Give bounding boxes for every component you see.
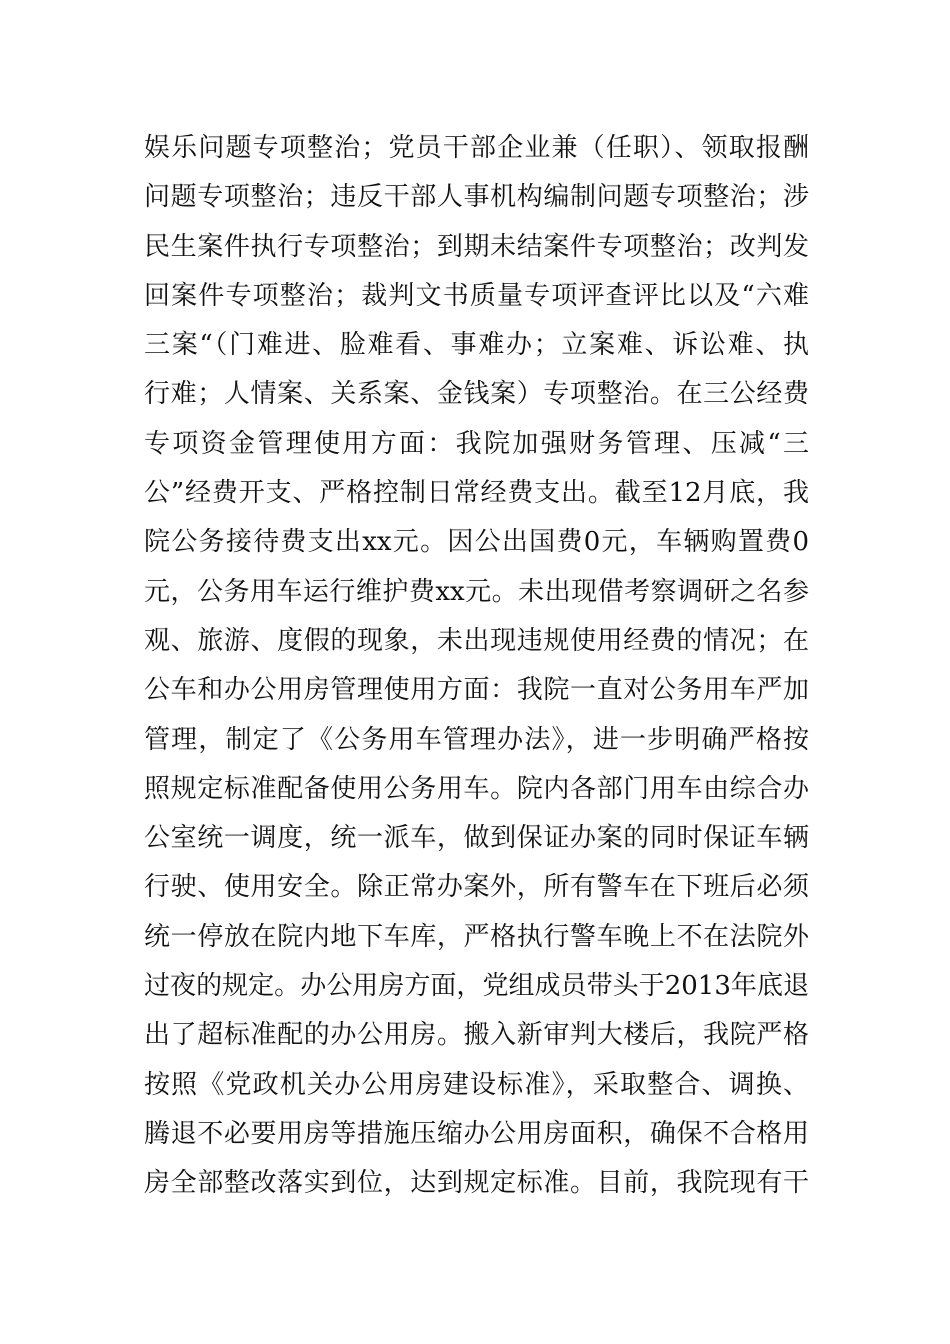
- text-line-16: 行驶、使用安全。除正常办案外，所有警车在下班后必须: [144, 872, 809, 903]
- text-line-20: 按照《党政机关办公用房建设标准》，采取整合、调换、: [144, 1069, 809, 1100]
- text-line-6: 行难；人情案、关系案、金钱案）专项整治。在三公经费: [144, 379, 809, 410]
- text-line-14: 照规定标准配备使用公务用车。院内各部门用车由综合办: [144, 773, 809, 804]
- text-line-1: 娱乐问题专项整治；党员干部企业兼（任职）、领取报酬: [144, 133, 809, 163]
- text-line-10: 元，公务用车运行维护费xx元。未出现借考察调研之名参: [144, 576, 809, 607]
- text-line-2: 问题专项整治；违反干部人事机构编制问题专项整治；涉: [144, 182, 809, 213]
- text-line-5: 三案“（门难进、脸难看、事难办；立案难、诉讼难、执: [144, 330, 809, 361]
- text-line-21: 腾退不必要用房等措施压缩办公用房面积，确保不合格用: [144, 1118, 809, 1149]
- text-line-17: 统一停放在院内地下车库，严格执行警车晚上不在法院外: [144, 921, 809, 952]
- text-line-18: 过夜的规定。办公用房方面，党组成员带头于2013年底退: [144, 971, 809, 1002]
- text-line-12: 公车和办公用房管理使用方面：我院一直对公务用车严加: [144, 675, 809, 706]
- text-line-19: 出了超标准配的办公用房。搬入新审判大楼后，我院严格: [144, 1020, 809, 1051]
- text-line-22: 房全部整改落实到位，达到规定标准。目前，我院现有干: [144, 1168, 809, 1199]
- body-text: [144, 124, 809, 1209]
- text-line-3: 民生案件执行专项整治；到期未结案件专项整治；改判发: [144, 231, 809, 262]
- text-line-13: 管理，制定了《公务用车管理办法》，进一步明确严格按: [144, 724, 809, 755]
- text-line-9: 院公务接待费支出xx元。因公出国费0元，车辆购置费0: [144, 527, 809, 558]
- text-line-11: 观、旅游、度假的现象，未出现违规使用经费的情况；在: [144, 625, 809, 656]
- text-line-8: 公”经费开支、严格控制日常经费支出。截至12月底，我: [144, 478, 809, 509]
- text-line-7: 专项资金管理使用方面：我院加强财务管理、压减“三: [144, 428, 809, 459]
- text-line-15: 公室统一调度，统一派车，做到保证办案的同时保证车辆: [144, 823, 809, 854]
- text-line-4: 回案件专项整治；裁判文书质量专项评查评比以及“六难: [144, 280, 809, 311]
